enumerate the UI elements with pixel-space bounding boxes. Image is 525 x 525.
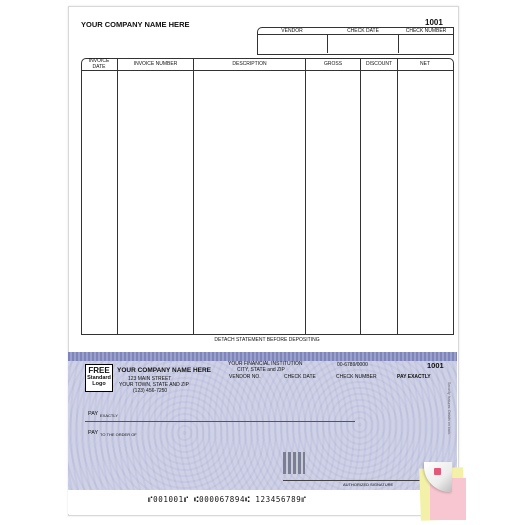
statement-company-name: YOUR COMPANY NAME HERE bbox=[81, 20, 190, 29]
logo-line-standard: Standard bbox=[87, 375, 111, 381]
vendor-info-divider bbox=[327, 34, 328, 53]
check-date-header: CHECK DATE bbox=[347, 28, 379, 34]
invoice-table-column-divider bbox=[397, 58, 398, 334]
check-number-header: CHECK NUMBER bbox=[405, 28, 447, 34]
routing-fraction: 00-6789/0000 bbox=[337, 362, 368, 368]
column-header-invoice-number: INVOICE NUMBER bbox=[133, 61, 178, 67]
check-date-label: CHECK DATE bbox=[284, 374, 316, 380]
logo-line-free: FREE bbox=[88, 366, 110, 375]
exactly-label: EXACTLY bbox=[100, 413, 118, 418]
to-the-order-of-label: TO THE ORDER OF bbox=[100, 432, 137, 437]
lock-icon bbox=[434, 468, 441, 475]
invoice-table bbox=[81, 58, 454, 335]
column-header-gross: GROSS bbox=[323, 61, 343, 67]
vendor-header: VENDOR bbox=[281, 28, 303, 34]
pay-to-label: PAY bbox=[88, 430, 99, 436]
check-company-name: YOUR COMPANY NAME HERE bbox=[117, 367, 212, 374]
check-phone: (123) 456-7250 bbox=[133, 388, 168, 394]
micr-line: ⑈001001⑈ ⑆000067894⑆ 123456789⑈ bbox=[148, 495, 307, 504]
security-padlock-icon bbox=[283, 452, 305, 474]
invoice-table-column-divider bbox=[305, 58, 306, 334]
authorized-signature-label: AUTHORIZED SIGNATURE bbox=[343, 482, 394, 487]
pay-amount-line bbox=[85, 421, 355, 422]
invoice-table-column-divider bbox=[360, 58, 361, 334]
bank-name: YOUR FINANCIAL INSTITUTION bbox=[228, 361, 303, 367]
signature-line[interactable] bbox=[283, 480, 423, 481]
check-number: 1001 bbox=[427, 361, 444, 370]
invoice-table-column-divider bbox=[117, 58, 118, 334]
detach-instruction: DETACH STATEMENT BEFORE DEPOSITING bbox=[214, 337, 320, 343]
bank-location: CITY, STATE and ZIP bbox=[237, 367, 285, 373]
security-features-note: Security features. Details on back. bbox=[447, 382, 451, 436]
column-header-discount: DISCOUNT bbox=[365, 61, 393, 67]
column-header-invoice-date: INVOICE DATE bbox=[88, 58, 110, 70]
invoice-table-column-divider bbox=[193, 58, 194, 334]
pay-label: PAY bbox=[88, 411, 99, 417]
check-address-line-2: YOUR TOWN, STATE AND ZIP bbox=[119, 382, 189, 388]
statement-check-number: 1001 bbox=[425, 18, 443, 27]
company-logo bbox=[85, 364, 113, 392]
column-header-description: DESCRIPTION bbox=[232, 61, 267, 67]
pay-exactly-label: PAY EXACTLY bbox=[397, 374, 431, 380]
column-header-net: NET bbox=[420, 61, 430, 67]
vendor-no-label: VENDOR NO. bbox=[229, 374, 261, 380]
vendor-info-divider bbox=[398, 34, 399, 53]
check-number-label: CHECK NUMBER bbox=[336, 374, 377, 380]
check-address-line-1: 123 MAIN STREET bbox=[128, 376, 172, 382]
check-security-band bbox=[68, 352, 457, 361]
logo-line-logo: Logo bbox=[92, 381, 106, 387]
vendor-info-divider bbox=[257, 34, 453, 35]
